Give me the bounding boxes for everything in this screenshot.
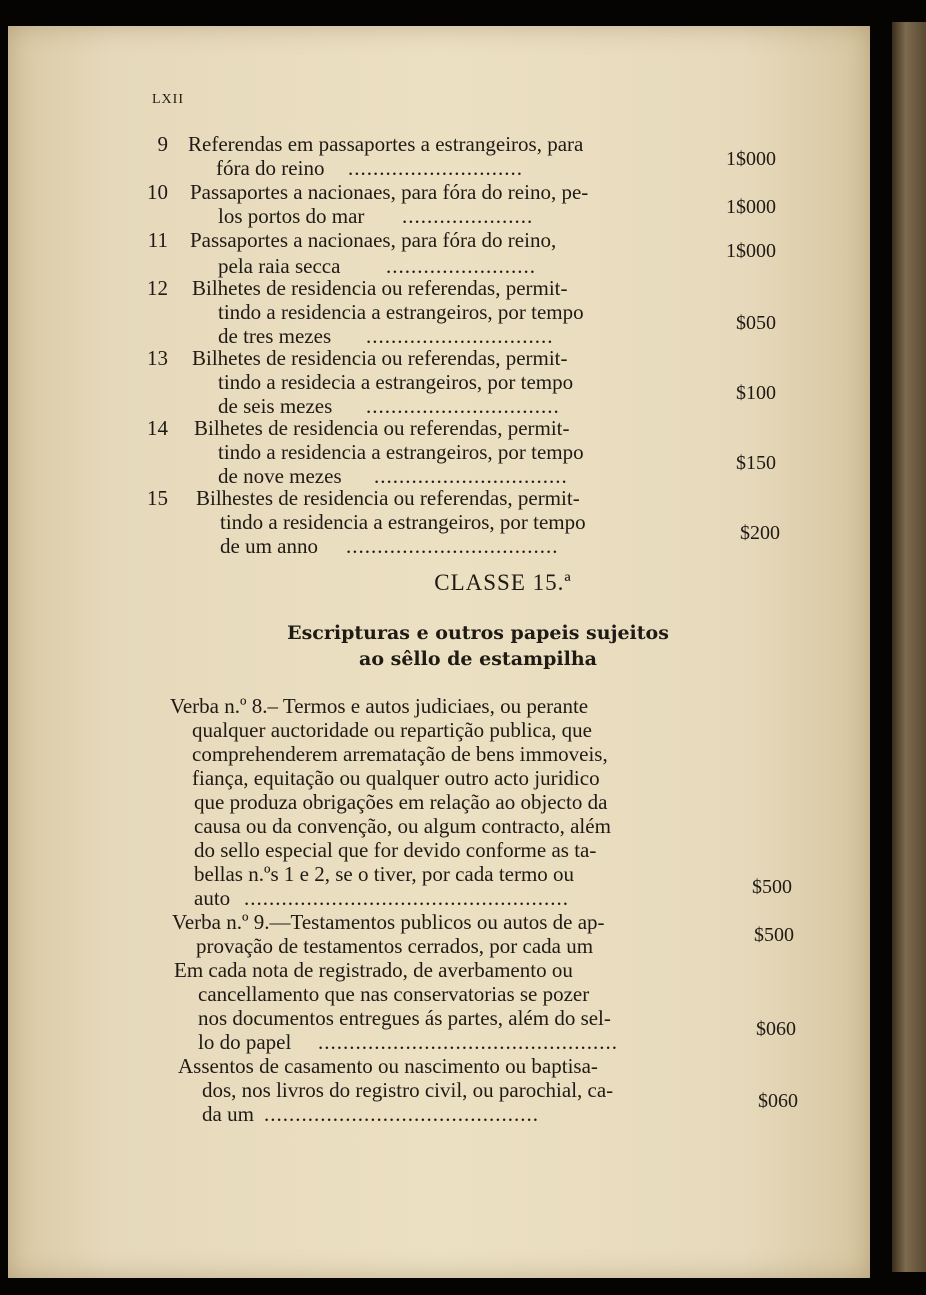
price: $500: [754, 924, 794, 946]
entry-text-line: fóra do reino: [216, 156, 325, 180]
entry-text-line: tindo a residencia a estrangeiros, por tempo: [218, 300, 584, 324]
entry-text-line: los portos do mar: [218, 204, 365, 228]
entry-text-line: de tres mezes: [218, 324, 332, 348]
entry-text-line: cancellamento que nas conservatorias se pozer: [198, 982, 590, 1006]
entry-text-line: Em cada nota de registrado, de averbamento ou: [174, 958, 573, 982]
entry-text-line: nos documentos entregues ás partes, além do sel-: [198, 1006, 611, 1030]
entry-number: 9: [157, 132, 168, 156]
entry-text-line: fiança, equitação ou qualquer outro acto juridico: [192, 766, 600, 790]
entry-text-line: auto: [194, 886, 231, 910]
entry-text-line: tindo a residecia a estrangeiros, por tempo: [218, 370, 574, 394]
section-title: [0, 570, 926, 596]
entry-text-line: Verba n.º 8.– Termos e autos judiciaes, ou perante: [170, 694, 589, 718]
entry-text-line: da um: [202, 1102, 254, 1126]
entry-text-line: bellas n.ºs 1 e 2, se o tiver, por cada termo ou: [194, 862, 575, 886]
entry-number: 11: [147, 228, 168, 252]
entry-number: 15: [147, 486, 168, 510]
price: $150: [736, 452, 776, 474]
entry-text-line: Passaportes a nacionaes, para fóra do reino,: [190, 228, 557, 252]
entry-text-line: Bilhetes de residencia ou referendas, permit-: [192, 346, 568, 370]
entry-text-line: Bilhestes de residencia ou referendas, permit-: [196, 486, 580, 510]
entry-text-line: Bilhetes de residencia ou referendas, permit-: [194, 416, 570, 440]
entry-text-line: causa ou da convenção, ou algum contracto, além: [194, 814, 611, 838]
entry-text-line: qualquer auctoridade ou repartição publica, que: [192, 718, 592, 742]
entry-text-line: que produza obrigações em relação ao objecto da: [194, 790, 608, 814]
leader-dots: ..................................: [346, 534, 559, 558]
leader-dots: ............................: [348, 156, 523, 180]
entry-text-line: de seis mezes: [218, 394, 333, 418]
page-number: LXII: [152, 92, 184, 107]
leader-dots: ........................: [386, 254, 536, 278]
entry-text-line: tindo a residencia a estrangeiros, por tempo: [218, 440, 584, 464]
price: 1$000: [726, 148, 776, 170]
adjacent-page-edge: [892, 22, 926, 1272]
leader-dots: ....................................................: [244, 886, 569, 910]
entry-text-line: lo do papel: [198, 1030, 292, 1054]
entry-text-line: dos, nos livros do registro civil, ou parochial, ca-: [202, 1078, 614, 1102]
entry-text-line: de nove mezes: [218, 464, 342, 488]
price: 1$000: [726, 196, 776, 218]
entry-text-line: provação de testamentos cerrados, por cada um: [196, 934, 594, 958]
price: $060: [758, 1090, 798, 1112]
entry-text-line: Bilhetes de residencia ou referendas, permit-: [192, 276, 568, 300]
entry-text-line: comprehenderem arrematação de bens immoveis,: [192, 742, 608, 766]
section-heading-line-2: ao sêllo de estampilha: [359, 648, 597, 670]
section-heading-line-1: Escripturas e outros papeis sujeitos: [287, 622, 669, 644]
leader-dots: .....................: [402, 204, 534, 228]
classe-label: CLASSE 15.ª: [434, 570, 572, 595]
leader-dots: ................................................: [318, 1030, 618, 1054]
entry-text-line: Passaportes a nacionaes, para fóra do reino, pe-: [190, 180, 589, 204]
entry-text-line: tindo a residencia a estrangeiros, por tempo: [220, 510, 586, 534]
price: 1$000: [726, 240, 776, 262]
leader-dots: ...............................: [374, 464, 568, 488]
entry-number: 12: [147, 276, 168, 300]
entry-text-line: do sello especial que for devido conforme as ta-: [194, 838, 597, 862]
entry-text-line: Verba n.º 9.—Testamentos publicos ou autos de ap-: [172, 910, 605, 934]
entry-text-line: Referendas em passaportes a estrangeiros, para: [188, 132, 584, 156]
entry-text-line: pela raia secca: [218, 254, 341, 278]
leader-dots: ..............................: [366, 324, 554, 348]
price: $050: [736, 312, 776, 334]
entry-text-line: de um anno: [220, 534, 318, 558]
leader-dots: ............................................: [264, 1102, 539, 1126]
price: $100: [736, 382, 776, 404]
leader-dots: ...............................: [366, 394, 560, 418]
entry-number: 14: [147, 416, 168, 440]
price: $200: [740, 522, 780, 544]
entry-number: 10: [147, 180, 168, 204]
price: $500: [752, 876, 792, 898]
entry-number: 13: [147, 346, 168, 370]
entry-text-line: Assentos de casamento ou nascimento ou baptisa-: [178, 1054, 598, 1078]
price: $060: [756, 1018, 796, 1040]
